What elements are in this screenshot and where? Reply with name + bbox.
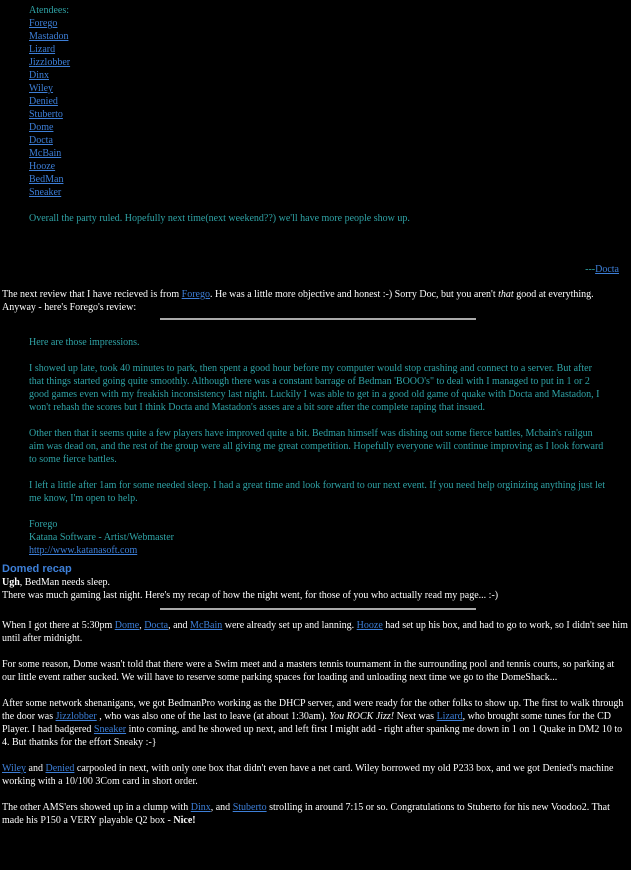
- attendees-heading: Atendees:: [29, 5, 69, 16]
- stuberto-link[interactable]: Stuberto: [232, 802, 267, 813]
- attendee-link[interactable]: Jizzlobber: [29, 57, 71, 68]
- recap-intro-text: There was much gaming last night. Here's my recap of how the night went, for those of you who actually read my page... :-): [2, 590, 499, 601]
- recap-paragraph: The other AMS'ers showed up in a clump with Dinx, and Stuberto strolling in around 7:15 or so. Congratulations to Stuberto for his new Voodoo2. That made his P150 a VERY playable Q2 box - Nice!: [2, 802, 610, 826]
- page: [0, 4, 631, 870]
- jizzlobber-link[interactable]: Jizzlobber: [55, 711, 97, 722]
- sneaker-link[interactable]: Sneaker: [93, 724, 127, 735]
- recap-intro-text: , BedMan needs sleep.: [19, 577, 111, 588]
- attendee-link[interactable]: Sneaker: [29, 187, 62, 198]
- intro-text: . He was a little more objective and honest :-) Sorry Doc, but you aren't: [210, 289, 499, 300]
- hooze-link[interactable]: Hooze: [356, 620, 383, 631]
- docta-link[interactable]: Docta: [144, 620, 169, 631]
- docta-review-quote: [29, 4, 609, 225]
- attendee-link[interactable]: Docta: [29, 135, 53, 146]
- signature-prefix: ---: [585, 264, 596, 275]
- recap-ugh: Ugh: [2, 577, 20, 588]
- docta-signature: [2, 263, 619, 276]
- recap-body: [2, 619, 629, 827]
- attendee-link[interactable]: Dome: [29, 122, 54, 133]
- wiley-link[interactable]: Wiley: [2, 763, 27, 774]
- intro-text: The next review that I have recieved is from: [2, 289, 182, 300]
- attendee-link[interactable]: Dinx: [29, 70, 49, 81]
- emphasis: You ROCK Jizz!: [329, 711, 395, 722]
- attendee-link[interactable]: Lizard: [29, 44, 56, 55]
- review-paragraph: I left a little after 1am for some needed sleep. I had a great time and look forward to our next event. If you need help orginizing anything just let me know, I'm open to help.: [29, 480, 606, 504]
- intro-line: Anyway - here's Forego's review:: [2, 302, 137, 313]
- recap-paragraph: When I got there at 5:30pm Dome, Docta, and McBain were already set up and lanning. Hooze had set up his box, and had to go to work, so I didn't see him until after midnight.: [2, 620, 628, 644]
- review-paragraph: Other then that it seems quite a few players have improved quite a bit. Bedman himself was dishing out some fierce battles, Mcbain's railgun aim was dead on, and the rest of the group were all giving me great competition. Hopefully everyone will continue improving as I look forward to some fierce battles.: [29, 428, 604, 465]
- denied-link[interactable]: Denied: [45, 763, 75, 774]
- review-signature-name: Forego: [29, 519, 58, 530]
- docta-link[interactable]: Docta: [595, 264, 619, 275]
- review-signature-title: Katana Software - Artist/Webmaster: [29, 532, 174, 543]
- intro-paragraph: [2, 288, 629, 314]
- lizard-link[interactable]: Lizard: [436, 711, 463, 722]
- forego-link[interactable]: Forego: [181, 289, 210, 300]
- divider: [160, 318, 476, 320]
- attendee-link[interactable]: Wiley: [29, 83, 54, 94]
- intro-emphasis: that: [498, 289, 514, 300]
- dinx-link[interactable]: Dinx: [190, 802, 211, 813]
- party-summary: Overall the party ruled. Hopefully next time(next weekend??) we'll have more people show up.: [29, 213, 410, 224]
- recap-intro: [2, 576, 629, 602]
- attendee-link[interactable]: Forego: [29, 18, 58, 29]
- recap-paragraph: After some network shenanigans, we got BedmanPro working as the DHCP server, and were ready for the other folks to show up. The first to walk through the door was Jizzlobber , who was also one of the last to leave (at about 1:30am). You ROCK Jizz! Next was Lizard, who brought some tunes for the CD Player. I had badgered Sneaker into coming, and he showed up next, and left first I might add - right after spankng me down in 1 on 1 Quake in DM2 10 to 4. But thatnks for the effort Sneaky :-}: [2, 698, 624, 748]
- attendee-link[interactable]: Mastadon: [29, 31, 69, 42]
- katanasoft-link[interactable]: http://www.katanasoft.com: [29, 545, 138, 556]
- attendee-link[interactable]: Denied: [29, 96, 58, 107]
- attendee-link[interactable]: BedMan: [29, 174, 64, 185]
- recap-paragraph: Wiley and Denied carpooled in next, with only one box that didn't even have a net card. Wiley borrowed my old P233 box, and we got Denied's machine working with a 10/100 3Com card in short order.: [2, 763, 614, 787]
- divider: [160, 608, 476, 610]
- mcbain-link[interactable]: McBain: [190, 620, 223, 631]
- review-paragraph: I showed up late, took 40 minutes to park, then spent a good hour before my computer would stop crashing and connect to a server. But after that things started going quite smoothly. Although there was a constant barrage of Bedman 'BOOO's" to deal with I managed to put in 1 or 2 good games even with my freakish inconsistency last night. Luckily I was able to get in a good old game of quake with Docta and Mastadon, I won't rehash the scores but I think Docta and Mastadon's asses are a bit sore after the complete raping that insued.: [29, 363, 600, 413]
- intro-text: good at everything.: [513, 289, 594, 300]
- review-paragraph: Here are those impressions.: [29, 337, 140, 348]
- emphasis: Nice!: [173, 815, 196, 826]
- dome-link[interactable]: Dome: [114, 620, 140, 631]
- attendee-link[interactable]: McBain: [29, 148, 62, 159]
- attendee-link[interactable]: Hooze: [29, 161, 56, 172]
- recap-paragraph: For some reason, Dome wasn't told that there were a Swim meet and a masters tennis tournament in the surrounding pool and tennis courts, so parking at our little event rather sucked. We will have to reserve some parking spaces for loading and unloading next time we go to the DomeShack...: [2, 659, 615, 683]
- forego-review-quote: [29, 336, 609, 557]
- attendees-list: [29, 17, 609, 199]
- attendee-link[interactable]: Stuberto: [29, 109, 63, 120]
- section-title: Domed recap: [2, 563, 72, 575]
